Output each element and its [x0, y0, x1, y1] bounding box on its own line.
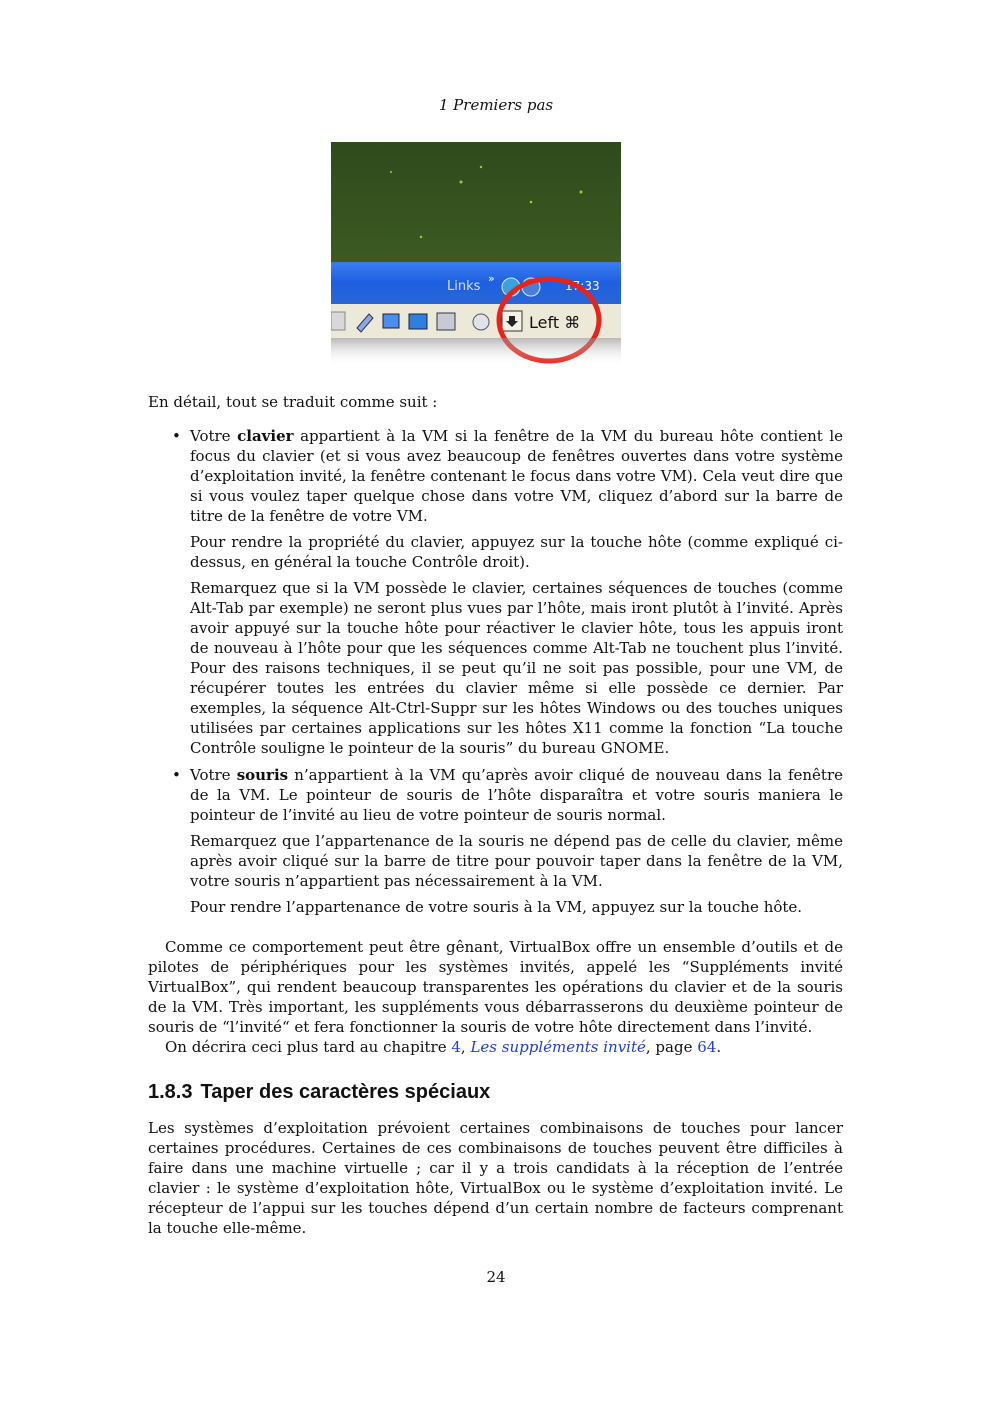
section-paragraph [148, 1118, 843, 1238]
section-heading [148, 1081, 490, 1104]
bullet1-para1: Votre clavier appartient à la VM si la fenêtre de la VM du bureau hôte contient le focus du clavier (et si vous avez beaucoup de fenêtres ouvertes dans votre système d’exploitation invité, la fenêtre contenant le focus dans votre VM). Cela veut dire que si vous voulez taper quelque chose dans votre VM, cliquez d’abord sur la barre de titre de la fenêtre de votre VM. [190, 427, 843, 525]
bullet2-para1: Votre souris n’appartient à la VM qu’après avoir cliqué de nouveau dans la fenêtre de la VM. Le pointeur de souris de l’hôte disparaîtra et votre souris maniera le pointeur de l’invité au lieu de votre pointeur de souris normal. [190, 766, 843, 824]
section-title: Taper des caractères spéciaux [200, 1081, 491, 1103]
bullet2-para2: Remarquez que l’appartenance de la souris ne dépend pas de celle du clavier, même après avoir cliqué sur la barre de titre pour pouvoir taper dans la fenêtre de la VM, votre souris n’appartient pas nécessairement à la VM. [190, 832, 843, 890]
intro-text: En détail, tout se traduit comme suit : [148, 393, 438, 411]
taskbar-links-label: Links [447, 279, 481, 294]
bullet-list [148, 426, 843, 923]
chapter-link[interactable]: 4 [451, 1038, 461, 1056]
keyword-souris: souris [236, 766, 289, 784]
section-text: Les systèmes d’exploitation prévoient certaines combinaisons de touches pour lancer certaines procédures. Certaines de ces combinaisons de touches peuvent être difficiles à faire dans une machine virtuelle ; car il y a trois candidats à la réception de l’entrée clavier : le système d’exploitation hôte, VirtualBox ou le système d’exploitation invité. Le récepteur de l’appui sur les touches dépend d’un certain nombre de facteurs comprenant la touche elle-même. [148, 1119, 843, 1237]
list-item [148, 426, 843, 758]
page-link[interactable]: 64 [697, 1038, 717, 1056]
intro-paragraph [148, 392, 843, 412]
usb-icon [437, 313, 455, 330]
chapter-title-link[interactable]: Les suppléments invité [470, 1038, 646, 1056]
vm-statusbar-screenshot [331, 142, 627, 366]
bullet1-para2: Pour rendre la propriété du clavier, appuyez sur la touche hôte (comme expliqué ci-dessus, en général la touche Contrôle droit). [190, 533, 843, 571]
host-key-label: Left ⌘ [529, 313, 581, 332]
hard-disk-icon [331, 312, 345, 330]
guest-additions-paragraphs [148, 937, 843, 1057]
screenshot-figure [331, 142, 627, 366]
taskbar-clock: 17:33 [565, 279, 600, 293]
page-number: 24 [486, 1268, 506, 1286]
running-header: 1 Premiers pas [438, 96, 554, 114]
mouse-integration-icon [473, 314, 489, 330]
cross-reference-para: On décrira ceci plus tard au chapitre 4, Les suppléments invité, page 64. [165, 1038, 722, 1056]
bullet1-para3: Remarquez que si la VM possède le clavier, certaines séquences de touches (comme Alt-Tab par exemple) ne seront plus vues par l’hôte, mais iront plutôt à l’invité. Après avoir appuyé sur la touche hôte pour réactiver le clavier hôte, tous les appuis iront de nouveau à l’hôte pour que les séquences comme Alt-Tab ne touchent plus l’invité. Pour des raisons techniques, il se peut qu’il ne soit pas possible, pour une VM, de récupérer toutes les entrées du clavier même si elle possède ce dernier. Par exemples, la séquence Alt-Ctrl-Suppr sur les hôtes Windows ou des touches uniques utilisées par certaines applications sur les hôtes X11 comme la fonction “La touche Contrôle souligne le pointeur de la souris” du bureau GNOME. [190, 579, 843, 757]
folder-icon [409, 314, 427, 329]
figure-shadow [331, 338, 621, 366]
bullet-dot: • [172, 427, 181, 445]
network-icon [383, 314, 399, 328]
bullet-dot: • [172, 766, 181, 784]
section-number: 1.8.3 [148, 1081, 193, 1103]
guest-additions-para: Comme ce comportement peut être gênant, VirtualBox offre un ensemble d’outils et de pilotes de périphériques pour les systèmes invités, appelé les “Suppléments invité VirtualBox”, qui rendent beaucoup transparentes les opérations du clavier et de la souris de la VM. Très important, les suppléments vous débarrasserons du deuxième pointeur de souris de “l’invité“ et fera fonctionner la souris de votre hôte directement dans l’invité. [148, 938, 843, 1036]
bullet2-para3: Pour rendre l’appartenance de votre souris à la VM, appuyez sur la touche hôte. [190, 898, 803, 916]
taskbar-chevron: » [488, 272, 495, 285]
list-item [148, 765, 843, 917]
desktop-wallpaper [331, 142, 621, 262]
keyword-clavier: clavier [237, 427, 294, 445]
